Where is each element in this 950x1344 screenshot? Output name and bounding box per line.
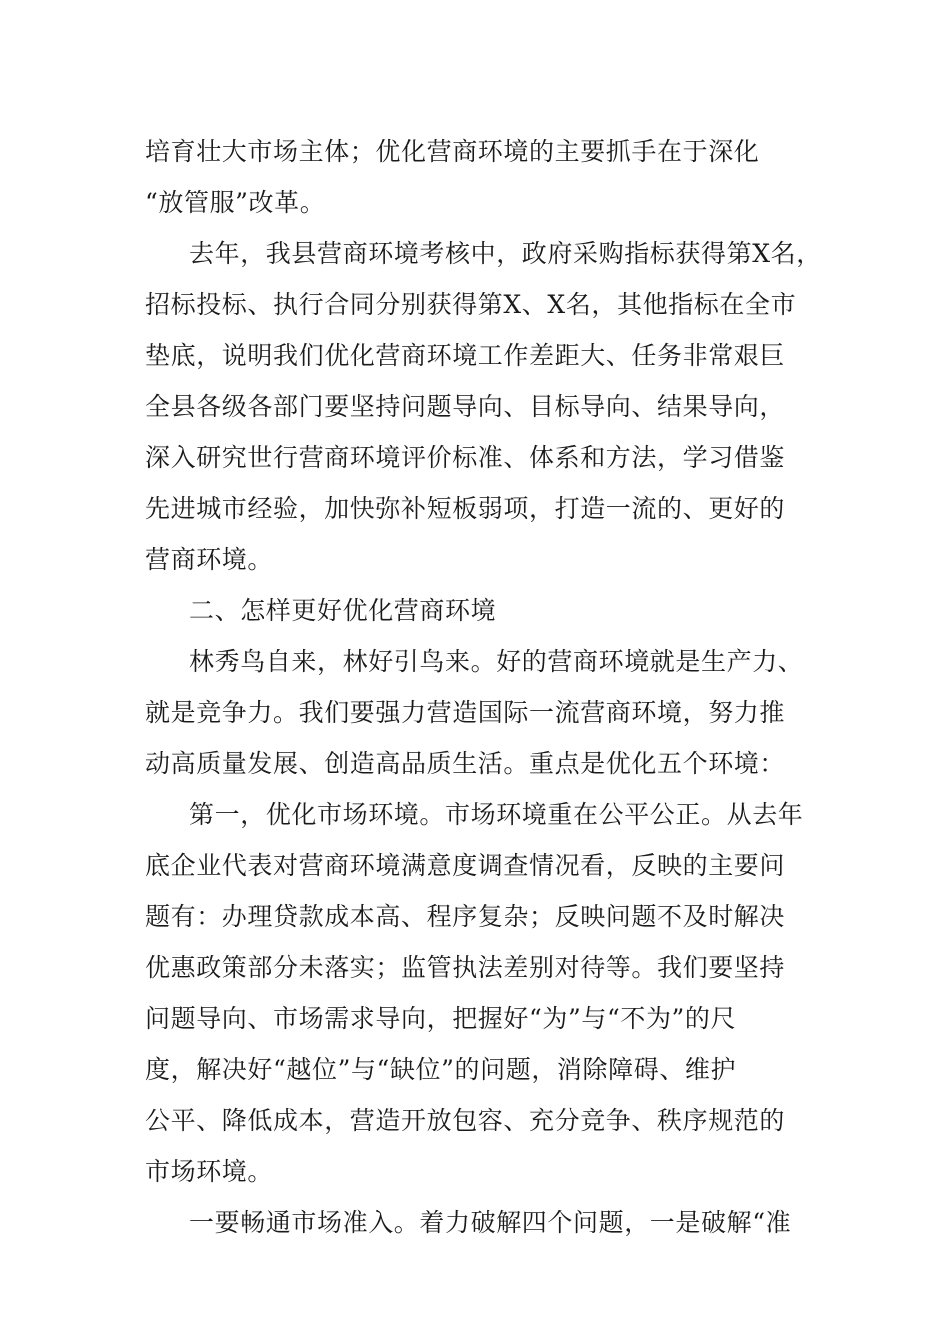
text-line: 优惠政策部分未落实；监管执法差别对待等。我们要坚持: [145, 953, 786, 982]
text-line: 垫底，说明我们优化营商环境工作差距大、任务非常艰巨: [145, 341, 786, 370]
text-line: 市场环境。: [145, 1157, 274, 1186]
text-line: 底企业代表对营商环境满意度调查情况看，反映的主要问: [145, 851, 786, 880]
text-line: 一要畅通市场准入。着力破解四个问题，一是破解“准: [189, 1208, 792, 1237]
text-line: 招标投标、执行合同分别获得第X、X名，其他指标在全市: [145, 290, 797, 319]
text-line: 第一，优化市场环境。市场环境重在公平公正。从去年: [189, 800, 804, 829]
text-line: 题有：办理贷款成本高、程序复杂；反映问题不及时解决: [145, 902, 786, 931]
text-line: “放管服”改革。: [145, 188, 326, 217]
text-line: 公平、降低成本，营造开放包容、充分竞争、秩序规范的: [145, 1106, 786, 1135]
text-line: 动高质量发展、创造高品质生活。重点是优化五个环境：: [145, 749, 786, 778]
text-line: 问题导向、市场需求导向，把握好“为”与“不为”的尺: [145, 1004, 737, 1033]
text-line: 就是竞争力。我们要强力营造国际一流营商环境，努力推: [145, 698, 786, 727]
text-line: 营商环境。: [145, 545, 274, 574]
text-line: 先进城市经验，加快弥补短板弱项，打造一流的、更好的: [145, 494, 786, 523]
text-line: 度，解决好“越位”与“缺位”的问题，消除障碍、维护: [145, 1055, 737, 1084]
section-heading: 二、怎样更好优化营商环境: [189, 596, 497, 625]
text-line: 去年，我县营商环境考核中，政府采购指标获得第X名，: [189, 239, 822, 268]
text-line: 深入研究世行营商环境评价标准、体系和方法，学习借鉴: [145, 443, 786, 472]
text-line: 培育壮大市场主体；优化营商环境的主要抓手在于深化: [145, 137, 760, 166]
document-body: [145, 126, 825, 1248]
text-line: 全县各级各部门要坚持问题导向、目标导向、结果导向，: [145, 392, 786, 421]
text-line: 林秀鸟自来，林好引鸟来。好的营商环境就是生产力、: [189, 647, 804, 676]
